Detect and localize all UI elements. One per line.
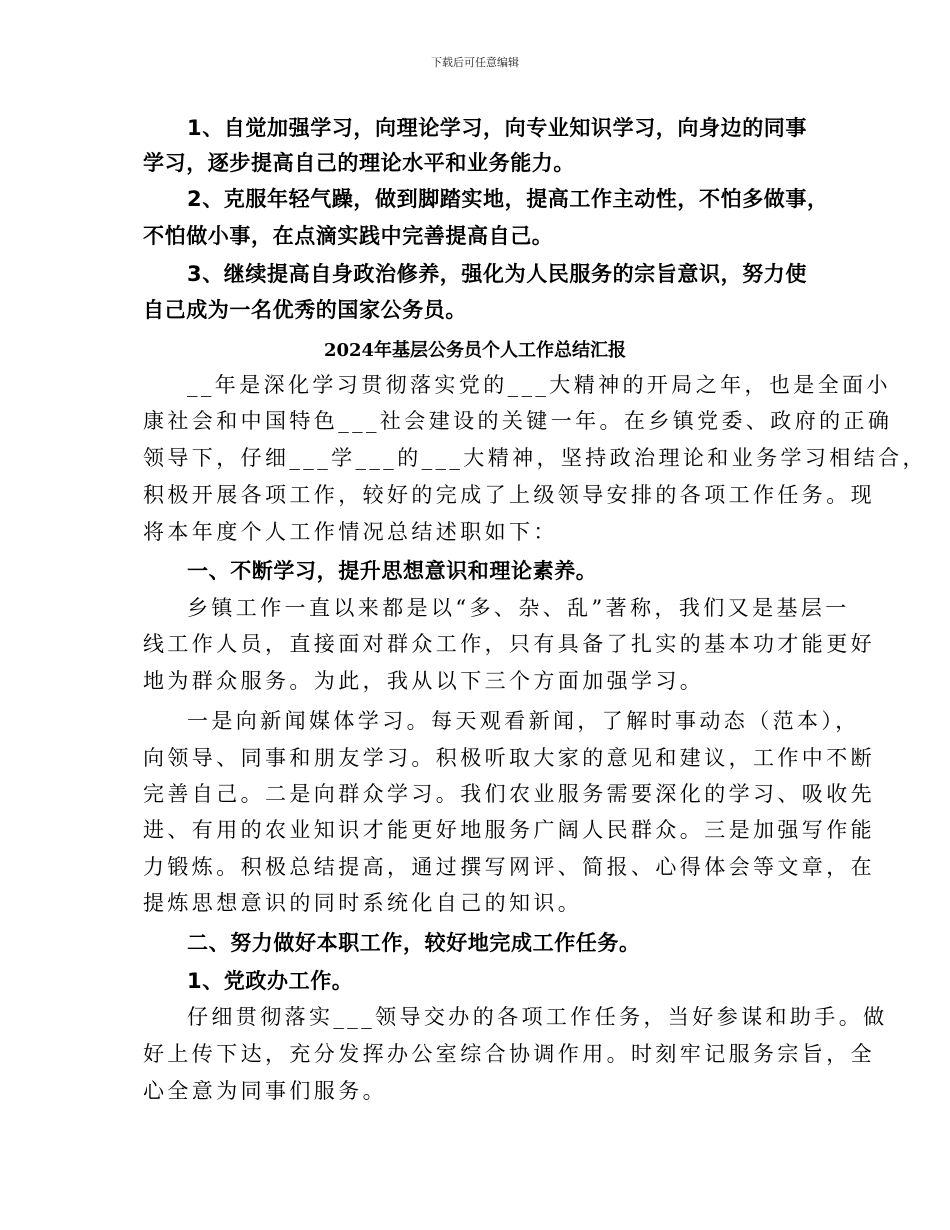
paragraph-line: 地为群众服务。为此，我从以下三个方面加强学习。: [143, 669, 705, 693]
intro-line: 3、继续提高自身政治修养，强化为人民服务的宗旨意识，努力使: [187, 262, 808, 286]
intro-line: 学习，逐步提高自己的理论水平和业务能力。: [143, 151, 575, 175]
paragraph-line: 一是向新闻媒体学习。每天观看新闻，了解时事动态（范本），: [187, 709, 860, 733]
paragraph-line: 仔细贯彻落实___领导交办的各项工作任务，当好参谋和助手。做: [187, 1005, 888, 1029]
paragraph-line: 提炼思想意识的同时系统化自己的知识。: [143, 891, 583, 915]
paragraph-line: 乡镇工作一直以来都是以“多、杂、乱”著称，我们又是基层一: [187, 596, 850, 620]
intro-line: 自己成为一名优秀的国家公务员。: [143, 298, 467, 322]
document-title: 2024年基层公务员个人工作总结汇报: [323, 340, 627, 361]
paragraph-line: 线工作人员，直接面对群众工作，只有具备了扎实的基本功才能更好: [143, 632, 875, 656]
paragraph-line: 积极开展各项工作，较好的完成了上级领导安排的各项工作任务。现: [143, 483, 875, 507]
intro-line: 1、自觉加强学习，向理论学习，向专业知识学习，向身边的同事: [187, 116, 808, 140]
paragraph-line: 康社会和中国特色___社会建设的关键一年。在乡镇党委、政府的正确: [143, 409, 893, 433]
paragraph-line: 进、有用的农业知识才能更好地服务广阔人民群众。三是加强写作能: [143, 818, 875, 842]
subsection-heading: 1、党政办工作。: [187, 969, 354, 993]
paragraph-line: 将本年度个人工作情况总结述职如下：: [143, 520, 558, 544]
paragraph-line: 力锻炼。积极总结提高，通过撰写网评、简报、心得体会等文章，在: [143, 855, 875, 879]
section-heading: 二、努力做好本职工作，较好地完成工作任务。: [187, 931, 641, 955]
intro-line: 2、克服年轻气躁，做到脚踏实地，提高工作主动性，不怕多做事，: [187, 187, 829, 211]
paragraph-line: 领导下，仔细___学___的___大精神，坚持政治理论和业务学习相结合，: [143, 446, 927, 470]
paragraph-line: 心全意为同事们服务。: [143, 1079, 387, 1103]
paragraph-line: 好上传下达，充分发挥办公室综合协调作用。时刻牢记服务宗旨，全: [143, 1042, 875, 1066]
section-heading: 一、不断学习，提升思想意识和理论素养。: [187, 559, 598, 583]
paragraph-line: __年是深化学习贯彻落实党的___大精神的开局之年，也是全面小: [187, 373, 891, 397]
intro-line: 不怕做小事，在点滴实践中完善提高自己。: [143, 224, 554, 248]
paragraph-line: 完善自己。二是向群众学习。我们农业服务需要深化的学习、吸收先: [143, 782, 875, 806]
paragraph-line: 向领导、同事和朋友学习。积极听取大家的意见和建议，工作中不断: [143, 746, 875, 770]
page-header: 下载后可任意编辑: [431, 56, 519, 69]
